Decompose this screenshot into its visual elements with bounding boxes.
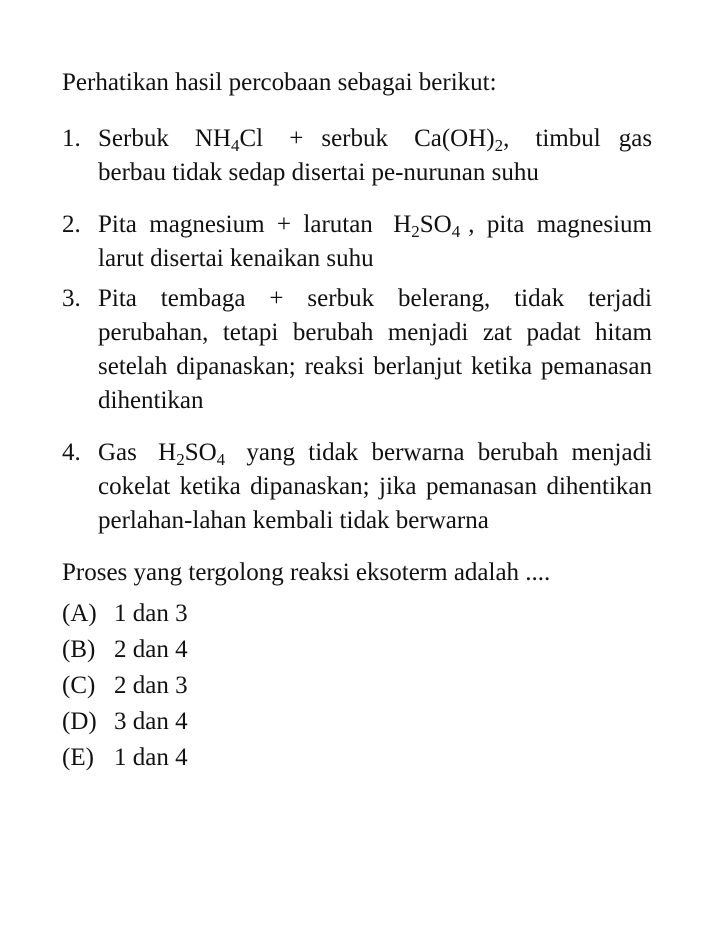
item-number: 2. — [62, 211, 81, 238]
item-text-part: timbul gas berbau tidak sedap disertai pe-nurunan suhu — [98, 125, 653, 186]
option-label: (D) — [62, 708, 97, 735]
experiment-item-4 — [62, 436, 652, 538]
formula-base: H — [393, 211, 412, 238]
option-text: 2 dan 4 — [114, 636, 188, 663]
formula-tail: , — [503, 125, 510, 152]
item-text-part: Serbuk — [98, 125, 169, 152]
option-c[interactable] — [62, 668, 652, 704]
formula-subscript: 4 — [231, 136, 240, 155]
formula-subscript: 2 — [494, 136, 504, 155]
item-text — [98, 208, 652, 276]
experiment-item-3 — [62, 282, 652, 418]
formula-subscript: 2 — [176, 450, 185, 469]
answer-options — [62, 596, 652, 776]
option-d[interactable] — [62, 704, 652, 740]
option-text: 1 dan 4 — [114, 744, 188, 771]
chemical-formula — [414, 122, 509, 156]
option-a[interactable] — [62, 596, 652, 632]
formula-subscript: 2 — [411, 222, 420, 241]
option-b[interactable] — [62, 632, 652, 668]
item-number: 1. — [62, 125, 81, 152]
item-text — [98, 122, 652, 190]
item-text-part: Pita magnesium + larutan — [98, 211, 373, 238]
option-text: 2 dan 3 — [114, 672, 188, 699]
option-label: (C) — [62, 672, 96, 699]
formula-tail: SO — [419, 211, 452, 238]
experiment-item-1 — [62, 122, 652, 190]
chemical-formula — [158, 436, 225, 470]
item-text-part: , pita magnesium larut disertai kenaikan suhu — [98, 211, 652, 272]
item-text — [98, 436, 652, 538]
item-text: Pita tembaga + serbuk belerang, tidak terjadi perubahan, tetapi berubah menjadi zat padat hitam setelah dipanaskan; reaksi berlanjut ketika pemanasan dihentikan — [98, 285, 652, 414]
item-text-part: Gas — [98, 439, 137, 466]
formula-tail: SO — [184, 439, 217, 466]
item-number: 3. — [62, 285, 81, 312]
item-text-part: yang tidak berwarna berubah menjadi cokelat ketika dipanaskan; jika pemanasan dihentikan perlahan-lahan kembali tidak berwarna — [98, 439, 653, 534]
option-label: (B) — [62, 636, 96, 663]
chemical-formula — [195, 122, 263, 156]
option-label: (E) — [62, 744, 94, 771]
question-page — [62, 66, 652, 776]
question-text: Proses yang tergolong reaksi eksoterm adalah .... — [62, 559, 551, 586]
intro-text: Perhatikan hasil percobaan sebagai berikut: — [62, 69, 497, 96]
formula-base: H — [158, 439, 177, 466]
option-e[interactable] — [62, 740, 652, 776]
formula-base: NH — [194, 125, 231, 152]
formula-subscript: 4 — [216, 450, 226, 469]
formula-tail: Cl — [239, 125, 264, 152]
formula-base: Ca(OH) — [414, 125, 495, 152]
item-text-part: + serbuk — [289, 125, 388, 152]
formula-subscript: 4 — [451, 222, 461, 241]
option-label: (A) — [62, 600, 97, 627]
item-number: 4. — [62, 439, 81, 466]
option-text: 3 dan 4 — [114, 708, 188, 735]
experiment-item-2 — [62, 208, 652, 276]
chemical-formula — [393, 208, 460, 242]
option-text: 1 dan 3 — [114, 600, 188, 627]
experiment-list — [62, 122, 652, 538]
